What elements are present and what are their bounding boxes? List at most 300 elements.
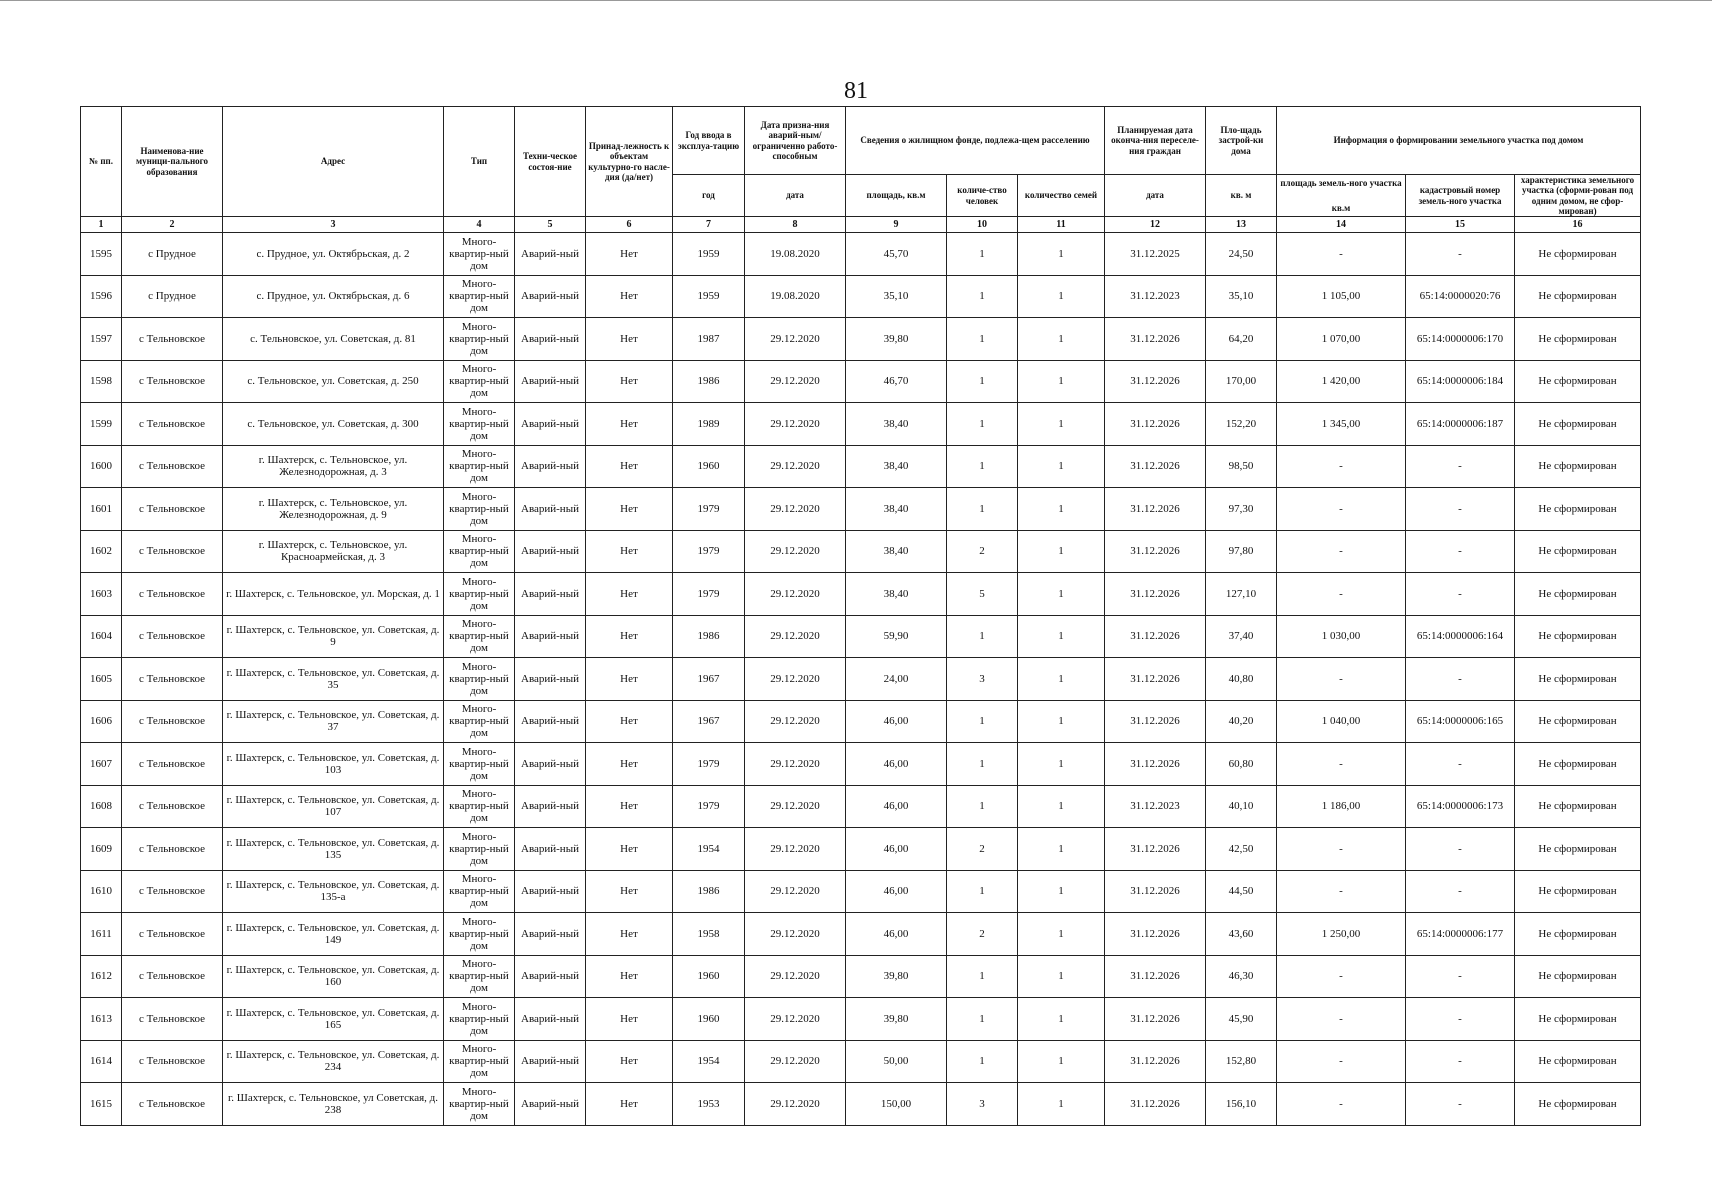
built-area-cell: 152,20 — [1206, 403, 1277, 446]
land-status-cell: Не сформирован — [1515, 700, 1641, 743]
condition-cell: Аварий-ный — [515, 233, 586, 276]
table-row — [81, 615, 1641, 658]
commission-year-cell: 1989 — [673, 403, 745, 446]
planned-date-cell: 31.12.2026 — [1105, 955, 1206, 998]
cadastral-number-cell: - — [1406, 573, 1515, 616]
municipality-cell: с Тельновское — [122, 700, 223, 743]
built-area-cell: 40,80 — [1206, 658, 1277, 701]
housing-area-cell: 46,00 — [846, 785, 947, 828]
land-status-cell: Не сформирован — [1515, 360, 1641, 403]
housing-area-cell: 39,80 — [846, 318, 947, 361]
built-area-cell: 42,50 — [1206, 828, 1277, 871]
address-cell: г. Шахтерск, с. Тельновское, ул. Советская, д. 149 — [223, 913, 444, 956]
people-count-cell: 1 — [947, 275, 1018, 318]
housing-area-cell: 38,40 — [846, 445, 947, 488]
address-cell: г. Шахтерск, с. Тельновское, ул. Морская, д. 1 — [223, 573, 444, 616]
recognition-date-cell: 29.12.2020 — [745, 445, 846, 488]
column-number: 11 — [1018, 217, 1105, 233]
built-area-cell: 43,60 — [1206, 913, 1277, 956]
cadastral-number-cell: - — [1406, 828, 1515, 871]
header-built-area: Пло-щадь застрой-ки дома — [1206, 107, 1277, 175]
family-count-cell: 1 — [1018, 955, 1105, 998]
municipality-cell: с Тельновское — [122, 870, 223, 913]
municipality-cell: с Тельновское — [122, 530, 223, 573]
municipality-cell: с Тельновское — [122, 998, 223, 1041]
land-status-cell: Не сформирован — [1515, 955, 1641, 998]
land-area-cell: - — [1277, 488, 1406, 531]
built-area-cell: 156,10 — [1206, 1083, 1277, 1126]
header-housing-families: количество семей — [1018, 175, 1105, 217]
cadastral-number-cell: 65:14:0000006:165 — [1406, 700, 1515, 743]
family-count-cell: 1 — [1018, 403, 1105, 446]
family-count-cell: 1 — [1018, 700, 1105, 743]
land-status-cell: Не сформирован — [1515, 998, 1641, 1041]
cadastral-number-cell: - — [1406, 658, 1515, 701]
recognition-date-cell: 29.12.2020 — [745, 913, 846, 956]
land-status-cell: Не сформирован — [1515, 658, 1641, 701]
commission-year-cell: 1979 — [673, 785, 745, 828]
commission-year-cell: 1967 — [673, 700, 745, 743]
column-number: 15 — [1406, 217, 1515, 233]
table-row — [81, 318, 1641, 361]
address-cell: г. Шахтерск, с. Тельновское, ул. Советская, д. 9 — [223, 615, 444, 658]
heritage-cell: Нет — [586, 488, 673, 531]
condition-cell: Аварий-ный — [515, 998, 586, 1041]
land-area-cell: - — [1277, 870, 1406, 913]
land-area-cell: - — [1277, 1040, 1406, 1083]
municipality-cell: с Прудное — [122, 275, 223, 318]
municipality-cell: с Тельновское — [122, 403, 223, 446]
commission-year-cell: 1987 — [673, 318, 745, 361]
land-area-cell: 1 105,00 — [1277, 275, 1406, 318]
planned-date-cell: 31.12.2026 — [1105, 318, 1206, 361]
heritage-cell: Нет — [586, 955, 673, 998]
row-number: 1600 — [81, 445, 122, 488]
cadastral-number-cell: - — [1406, 743, 1515, 786]
family-count-cell: 1 — [1018, 870, 1105, 913]
row-number: 1609 — [81, 828, 122, 871]
type-cell: Много-квартир-ный дом — [444, 658, 515, 701]
heritage-cell: Нет — [586, 360, 673, 403]
header-land-char: характеристика земельного участка (сформи-рован под одним домом, не сфор-мирован) — [1515, 175, 1641, 217]
commission-year-cell: 1954 — [673, 1040, 745, 1083]
condition-cell: Аварий-ный — [515, 573, 586, 616]
table-body — [81, 233, 1641, 1126]
heritage-cell: Нет — [586, 1083, 673, 1126]
recognition-date-cell: 19.08.2020 — [745, 275, 846, 318]
planned-date-cell: 31.12.2026 — [1105, 828, 1206, 871]
housing-area-cell: 150,00 — [846, 1083, 947, 1126]
type-cell: Много-квартир-ный дом — [444, 1083, 515, 1126]
commission-year-cell: 1979 — [673, 530, 745, 573]
land-status-cell: Не сформирован — [1515, 233, 1641, 276]
cadastral-number-cell: - — [1406, 488, 1515, 531]
commission-year-cell: 1960 — [673, 998, 745, 1041]
table-row — [81, 1040, 1641, 1083]
land-status-cell: Не сформирован — [1515, 1083, 1641, 1126]
column-number: 1 — [81, 217, 122, 233]
address-cell: г. Шахтерск, с. Тельновское, ул. Железнодорожная, д. 3 — [223, 445, 444, 488]
column-number: 7 — [673, 217, 745, 233]
column-number: 16 — [1515, 217, 1641, 233]
people-count-cell: 1 — [947, 233, 1018, 276]
land-area-cell: - — [1277, 743, 1406, 786]
family-count-cell: 1 — [1018, 913, 1105, 956]
header-cadastral: кадастровый номер земель-ного участка — [1406, 175, 1515, 217]
condition-cell: Аварий-ный — [515, 785, 586, 828]
cadastral-number-cell: 65:14:0000006:170 — [1406, 318, 1515, 361]
commission-year-cell: 1953 — [673, 1083, 745, 1126]
planned-date-cell: 31.12.2026 — [1105, 743, 1206, 786]
table-row — [81, 573, 1641, 616]
header-land-area — [1277, 175, 1406, 217]
land-area-cell: 1 030,00 — [1277, 615, 1406, 658]
type-cell: Много-квартир-ный дом — [444, 275, 515, 318]
row-number: 1597 — [81, 318, 122, 361]
built-area-cell: 60,80 — [1206, 743, 1277, 786]
housing-area-cell: 46,00 — [846, 828, 947, 871]
header-housing-group: Сведения о жилищном фонде, подлежа-щем расселению — [846, 107, 1105, 175]
housing-area-cell: 59,90 — [846, 615, 947, 658]
planned-date-cell: 31.12.2026 — [1105, 403, 1206, 446]
condition-cell: Аварий-ный — [515, 318, 586, 361]
address-cell: г. Шахтерск, с. Тельновское, ул. Советская, д. 160 — [223, 955, 444, 998]
people-count-cell: 1 — [947, 318, 1018, 361]
column-number: 13 — [1206, 217, 1277, 233]
recognition-date-cell: 29.12.2020 — [745, 785, 846, 828]
people-count-cell: 1 — [947, 700, 1018, 743]
table-row — [81, 360, 1641, 403]
cadastral-number-cell: - — [1406, 445, 1515, 488]
municipality-cell: с Тельновское — [122, 615, 223, 658]
type-cell: Много-квартир-ный дом — [444, 913, 515, 956]
header-commission-year-unit: год — [673, 175, 745, 217]
land-area-cell: 1 420,00 — [1277, 360, 1406, 403]
housing-area-cell: 35,10 — [846, 275, 947, 318]
address-cell: с. Тельновское, ул. Советская, д. 81 — [223, 318, 444, 361]
housing-area-cell: 45,70 — [846, 233, 947, 276]
heritage-cell: Нет — [586, 530, 673, 573]
table-row — [81, 743, 1641, 786]
land-status-cell: Не сформирован — [1515, 1040, 1641, 1083]
row-number: 1615 — [81, 1083, 122, 1126]
land-status-cell: Не сформирован — [1515, 530, 1641, 573]
housing-area-cell: 38,40 — [846, 488, 947, 531]
address-cell: г. Шахтерск, с. Тельновское, ул. Советская, д. 135 — [223, 828, 444, 871]
column-number: 12 — [1105, 217, 1206, 233]
family-count-cell: 1 — [1018, 360, 1105, 403]
condition-cell: Аварий-ный — [515, 403, 586, 446]
recognition-date-cell: 29.12.2020 — [745, 360, 846, 403]
people-count-cell: 1 — [947, 488, 1018, 531]
family-count-cell: 1 — [1018, 658, 1105, 701]
address-cell: г. Шахтерск, с. Тельновское, ул. Советская, д. 135-а — [223, 870, 444, 913]
address-cell: с. Тельновское, ул. Советская, д. 300 — [223, 403, 444, 446]
municipality-cell: с Тельновское — [122, 828, 223, 871]
recognition-date-cell: 29.12.2020 — [745, 870, 846, 913]
built-area-cell: 170,00 — [1206, 360, 1277, 403]
recognition-date-cell: 29.12.2020 — [745, 955, 846, 998]
table-row — [81, 445, 1641, 488]
table-row — [81, 785, 1641, 828]
recognition-date-cell: 29.12.2020 — [745, 403, 846, 446]
recognition-date-cell: 29.12.2020 — [745, 488, 846, 531]
municipality-cell: с Тельновское — [122, 360, 223, 403]
recognition-date-cell: 29.12.2020 — [745, 1040, 846, 1083]
cadastral-number-cell: - — [1406, 530, 1515, 573]
people-count-cell: 3 — [947, 658, 1018, 701]
people-count-cell: 1 — [947, 743, 1018, 786]
people-count-cell: 1 — [947, 870, 1018, 913]
condition-cell: Аварий-ный — [515, 1083, 586, 1126]
municipality-cell: с Тельновское — [122, 955, 223, 998]
type-cell: Много-квартир-ный дом — [444, 828, 515, 871]
municipality-cell: с Тельновское — [122, 658, 223, 701]
land-area-cell: 1 040,00 — [1277, 700, 1406, 743]
built-area-cell: 45,90 — [1206, 998, 1277, 1041]
planned-date-cell: 31.12.2025 — [1105, 233, 1206, 276]
land-area-cell: 1 070,00 — [1277, 318, 1406, 361]
cadastral-number-cell: - — [1406, 1083, 1515, 1126]
commission-year-cell: 1958 — [673, 913, 745, 956]
family-count-cell: 1 — [1018, 785, 1105, 828]
land-status-cell: Не сформирован — [1515, 785, 1641, 828]
land-status-cell: Не сформирован — [1515, 743, 1641, 786]
column-number: 5 — [515, 217, 586, 233]
heritage-cell: Нет — [586, 233, 673, 276]
heritage-cell: Нет — [586, 403, 673, 446]
planned-date-cell: 31.12.2026 — [1105, 445, 1206, 488]
family-count-cell: 1 — [1018, 445, 1105, 488]
land-status-cell: Не сформирован — [1515, 615, 1641, 658]
header-address: Адрес — [223, 107, 444, 217]
municipality-cell: с Тельновское — [122, 445, 223, 488]
planned-date-cell: 31.12.2026 — [1105, 700, 1206, 743]
cadastral-number-cell: 65:14:0000006:177 — [1406, 913, 1515, 956]
recognition-date-cell: 29.12.2020 — [745, 828, 846, 871]
municipality-cell: с Тельновское — [122, 573, 223, 616]
heritage-cell: Нет — [586, 998, 673, 1041]
recognition-date-cell: 29.12.2020 — [745, 743, 846, 786]
family-count-cell: 1 — [1018, 573, 1105, 616]
planned-date-cell: 31.12.2026 — [1105, 870, 1206, 913]
header-recognition-date: Дата призна-ния аварий-ным/ограниченно работо-способным — [745, 107, 846, 175]
condition-cell: Аварий-ный — [515, 913, 586, 956]
people-count-cell: 1 — [947, 1040, 1018, 1083]
land-area-cell: - — [1277, 998, 1406, 1041]
built-area-cell: 35,10 — [1206, 275, 1277, 318]
built-area-cell: 127,10 — [1206, 573, 1277, 616]
condition-cell: Аварий-ный — [515, 275, 586, 318]
header-municipality: Наименова-ние муници-пального образования — [122, 107, 223, 217]
municipality-cell: с Тельновское — [122, 785, 223, 828]
table-row — [81, 530, 1641, 573]
family-count-cell: 1 — [1018, 318, 1105, 361]
planned-date-cell: 31.12.2026 — [1105, 488, 1206, 531]
commission-year-cell: 1960 — [673, 955, 745, 998]
table-row — [81, 998, 1641, 1041]
recognition-date-cell: 29.12.2020 — [745, 998, 846, 1041]
housing-area-cell: 46,00 — [846, 743, 947, 786]
municipality-cell: с Тельновское — [122, 1040, 223, 1083]
people-count-cell: 3 — [947, 1083, 1018, 1126]
header-planned-date: Планируемая дата оконча-ния переселе-ния граждан — [1105, 107, 1206, 175]
housing-area-cell: 46,70 — [846, 360, 947, 403]
cadastral-number-cell: - — [1406, 955, 1515, 998]
family-count-cell: 1 — [1018, 488, 1105, 531]
address-cell: с. Прудное, ул. Октябрьская, д. 6 — [223, 275, 444, 318]
family-count-cell: 1 — [1018, 1083, 1105, 1126]
heritage-cell: Нет — [586, 658, 673, 701]
type-cell: Много-квартир-ный дом — [444, 403, 515, 446]
column-number: 4 — [444, 217, 515, 233]
planned-date-cell: 31.12.2026 — [1105, 1040, 1206, 1083]
commission-year-cell: 1986 — [673, 360, 745, 403]
row-number: 1599 — [81, 403, 122, 446]
table-header — [81, 107, 1641, 233]
land-status-cell: Не сформирован — [1515, 445, 1641, 488]
municipality-cell: с Тельновское — [122, 488, 223, 531]
column-number: 9 — [846, 217, 947, 233]
housing-area-cell: 46,00 — [846, 913, 947, 956]
recognition-date-cell: 19.08.2020 — [745, 233, 846, 276]
cadastral-number-cell: - — [1406, 1040, 1515, 1083]
type-cell: Много-квартир-ный дом — [444, 955, 515, 998]
built-area-cell: 97,80 — [1206, 530, 1277, 573]
column-number: 3 — [223, 217, 444, 233]
commission-year-cell: 1959 — [673, 275, 745, 318]
recognition-date-cell: 29.12.2020 — [745, 573, 846, 616]
land-area-cell: - — [1277, 828, 1406, 871]
municipality-cell: с Прудное — [122, 233, 223, 276]
planned-date-cell: 31.12.2026 — [1105, 360, 1206, 403]
land-status-cell: Не сформирован — [1515, 488, 1641, 531]
type-cell: Много-квартир-ный дом — [444, 998, 515, 1041]
commission-year-cell: 1979 — [673, 488, 745, 531]
built-area-cell: 24,50 — [1206, 233, 1277, 276]
housing-area-cell: 38,40 — [846, 573, 947, 616]
people-count-cell: 1 — [947, 615, 1018, 658]
planned-date-cell: 31.12.2026 — [1105, 530, 1206, 573]
row-number: 1605 — [81, 658, 122, 701]
header-type: Тип — [444, 107, 515, 217]
people-count-cell: 1 — [947, 403, 1018, 446]
housing-area-cell: 38,40 — [846, 403, 947, 446]
table-row — [81, 955, 1641, 998]
people-count-cell: 1 — [947, 360, 1018, 403]
address-cell: г. Шахтерск, с. Тельновское, ул. Советская, д. 165 — [223, 998, 444, 1041]
cadastral-number-cell: 65:14:0000006:164 — [1406, 615, 1515, 658]
address-cell: г. Шахтерск, с. Тельновское, ул. Советская, д. 107 — [223, 785, 444, 828]
commission-year-cell: 1986 — [673, 615, 745, 658]
table-row — [81, 700, 1641, 743]
heritage-cell: Нет — [586, 445, 673, 488]
address-cell: г. Шахтерск, с. Тельновское, ул. Красноармейская, д. 3 — [223, 530, 444, 573]
housing-area-cell: 38,40 — [846, 530, 947, 573]
heritage-cell: Нет — [586, 573, 673, 616]
header-land-area-unit: кв.м — [1331, 202, 1351, 213]
row-number: 1613 — [81, 998, 122, 1041]
address-cell: г. Шахтерск, с. Тельновское, ул. Советская, д. 35 — [223, 658, 444, 701]
type-cell: Много-квартир-ный дом — [444, 615, 515, 658]
address-cell: с. Прудное, ул. Октябрьская, д. 2 — [223, 233, 444, 276]
column-number: 10 — [947, 217, 1018, 233]
address-cell: г. Шахтерск, с. Тельновское, ул. Железнодорожная, д. 9 — [223, 488, 444, 531]
type-cell: Много-квартир-ный дом — [444, 785, 515, 828]
table-row — [81, 403, 1641, 446]
header-housing-people: количе-ство человек — [947, 175, 1018, 217]
land-area-cell: 1 186,00 — [1277, 785, 1406, 828]
header-planned-date-unit: дата — [1105, 175, 1206, 217]
type-cell: Много-квартир-ный дом — [444, 700, 515, 743]
housing-area-cell: 39,80 — [846, 955, 947, 998]
column-number: 14 — [1277, 217, 1406, 233]
type-cell: Много-квартир-ный дом — [444, 573, 515, 616]
housing-area-cell: 46,00 — [846, 700, 947, 743]
people-count-cell: 2 — [947, 913, 1018, 956]
built-area-cell: 97,30 — [1206, 488, 1277, 531]
built-area-cell: 46,30 — [1206, 955, 1277, 998]
row-number: 1608 — [81, 785, 122, 828]
type-cell: Много-квартир-ный дом — [444, 360, 515, 403]
header-built-area-unit: кв. м — [1206, 175, 1277, 217]
people-count-cell: 1 — [947, 445, 1018, 488]
municipality-cell: с Тельновское — [122, 743, 223, 786]
commission-year-cell: 1954 — [673, 828, 745, 871]
land-status-cell: Не сформирован — [1515, 318, 1641, 361]
commission-year-cell: 1959 — [673, 233, 745, 276]
table-row — [81, 233, 1641, 276]
built-area-cell: 98,50 — [1206, 445, 1277, 488]
built-area-cell: 37,40 — [1206, 615, 1277, 658]
family-count-cell: 1 — [1018, 998, 1105, 1041]
row-number: 1606 — [81, 700, 122, 743]
column-number: 2 — [122, 217, 223, 233]
people-count-cell: 2 — [947, 828, 1018, 871]
family-count-cell: 1 — [1018, 1040, 1105, 1083]
row-number: 1603 — [81, 573, 122, 616]
table-row — [81, 1083, 1641, 1126]
header-heritage: Принад-лежность к объектам культурно-го насле-дия (да/нет) — [586, 107, 673, 217]
commission-year-cell: 1967 — [673, 658, 745, 701]
recognition-date-cell: 29.12.2020 — [745, 530, 846, 573]
heritage-cell: Нет — [586, 275, 673, 318]
planned-date-cell: 31.12.2026 — [1105, 658, 1206, 701]
condition-cell: Аварий-ный — [515, 530, 586, 573]
row-number: 1604 — [81, 615, 122, 658]
row-number: 1607 — [81, 743, 122, 786]
built-area-cell: 40,10 — [1206, 785, 1277, 828]
family-count-cell: 1 — [1018, 275, 1105, 318]
land-status-cell: Не сформирован — [1515, 403, 1641, 446]
address-cell: г. Шахтерск, с. Тельновское, ул Советская, д. 238 — [223, 1083, 444, 1126]
table-row — [81, 828, 1641, 871]
row-number: 1595 — [81, 233, 122, 276]
condition-cell: Аварий-ный — [515, 360, 586, 403]
cadastral-number-cell: 65:14:0000006:184 — [1406, 360, 1515, 403]
header-land-area-label: площадь земель-ного участка — [1280, 178, 1402, 189]
condition-cell: Аварий-ный — [515, 615, 586, 658]
condition-cell: Аварий-ный — [515, 445, 586, 488]
housing-area-cell: 50,00 — [846, 1040, 947, 1083]
heritage-cell: Нет — [586, 870, 673, 913]
row-number: 1598 — [81, 360, 122, 403]
recognition-date-cell: 29.12.2020 — [745, 658, 846, 701]
housing-area-cell: 46,00 — [846, 870, 947, 913]
land-status-cell: Не сформирован — [1515, 870, 1641, 913]
table-row — [81, 913, 1641, 956]
land-area-cell: - — [1277, 573, 1406, 616]
